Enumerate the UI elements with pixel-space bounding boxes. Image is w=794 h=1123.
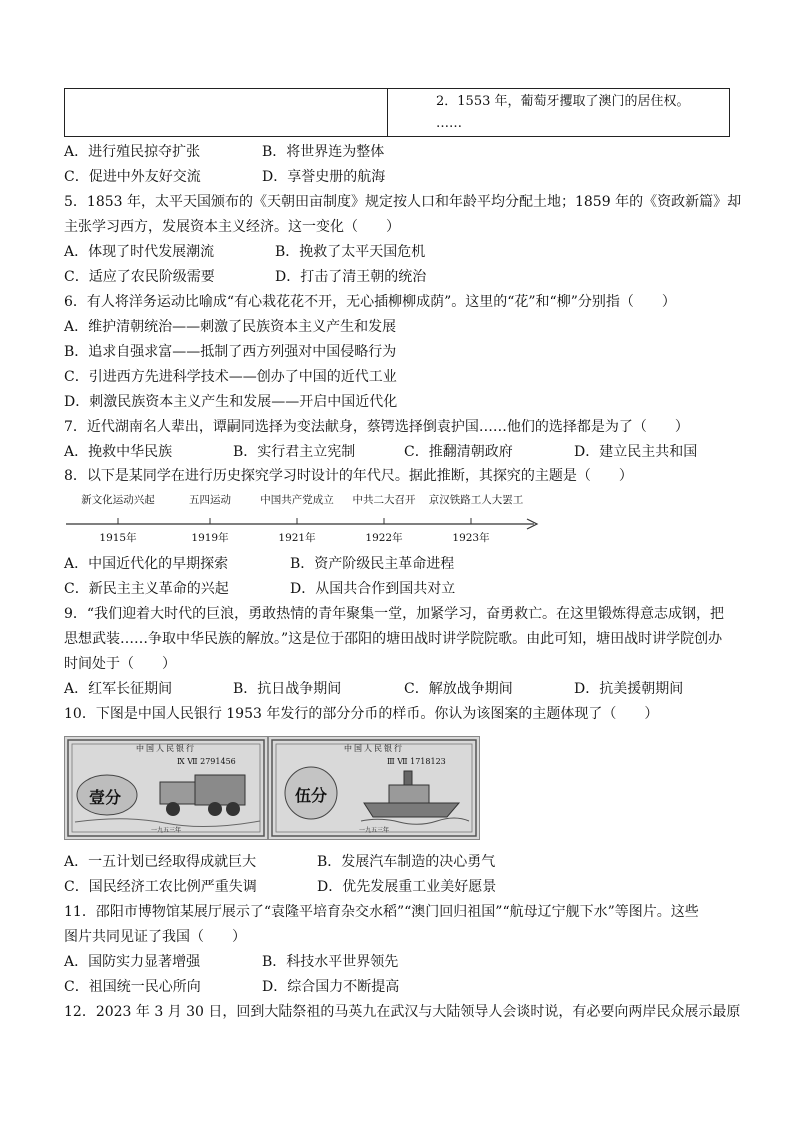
source-table bbox=[64, 88, 730, 137]
q10-option-a: A．一五计划已经取得成就巨大 bbox=[64, 854, 257, 870]
q9-stem-line: 思想武装……争取中华民族的解放。”这是位于邵阳的塘田战时讲学院院歌。由此可知，塘田战时讲学院创办 bbox=[64, 631, 723, 647]
q5-option-b: B．挽救了太平天国危机 bbox=[275, 244, 426, 260]
banknote-one-fen bbox=[64, 736, 268, 840]
table-cell-line: 2．1553 年，葡萄牙攫取了澳门的居住权。 bbox=[436, 94, 690, 109]
q8-option-b: B．资产阶级民主革命进程 bbox=[290, 556, 455, 572]
table-cell-left bbox=[65, 89, 388, 137]
timeline-year: 1919年 bbox=[191, 532, 229, 544]
q8-option-a: A．中国近代化的早期探索 bbox=[64, 556, 229, 572]
q11-stem-line: 11．邵阳市博物馆某展厅展示了“袁隆平培育杂交水稻”“澳门回归祖国”“航母辽宁舰下水”等图片。这些 bbox=[64, 904, 699, 920]
q12-stem-line: 12．2023 年 3 月 30 日，回到大陆祭祖的马英九在武汉与大陆领导人会谈时说，有必要向两岸民众展示最原 bbox=[64, 1004, 741, 1020]
q8-option-c: C．新民主主义革命的兴起 bbox=[64, 581, 229, 597]
banknote-serial: Ⅸ Ⅶ 2791456 bbox=[177, 757, 236, 766]
truck-cab-icon bbox=[160, 782, 196, 804]
table-cell-right bbox=[388, 89, 730, 137]
q9-option-d: D．抗美援朝期间 bbox=[574, 681, 684, 697]
q6-option-d: D．刺激民族资本主义产生和发展——开启中国近代化 bbox=[64, 394, 398, 410]
ship-hull-icon bbox=[364, 803, 459, 817]
banknote-value: 壹分 bbox=[89, 788, 122, 807]
banknote-five-fen bbox=[268, 736, 480, 840]
q7-option-a: A．挽救中华民族 bbox=[64, 444, 173, 460]
q10-option-b: B．发展汽车制造的决心勇气 bbox=[317, 854, 496, 870]
banknote-header: 中国人民银行 bbox=[136, 744, 196, 753]
q7-option-b: B．实行君主立宪制 bbox=[233, 444, 356, 460]
q10-option-c: C．国民经济工农比例严重失调 bbox=[64, 879, 257, 895]
q4-option-b: B．将世界连为整体 bbox=[262, 144, 385, 160]
q11-option-c: C．祖国统一民心所向 bbox=[64, 979, 201, 995]
q11-stem-line: 图片共同见证了我国（ ） bbox=[64, 929, 246, 945]
q5-stem-line: 5．1853 年，太平天国颁布的《天朝田亩制度》规定按人口和年龄平均分配土地；1859 年的《资政新篇》却 bbox=[64, 194, 742, 210]
timeline-event: 京汉铁路工人大罢工 bbox=[428, 494, 524, 506]
timeline-year: 1922年 bbox=[365, 532, 403, 544]
q6-stem-line: 6．有人将洋务运动比喻成“有心栽花花不开，无心插柳柳成荫”。这里的“花”和“柳”分别指（ ） bbox=[64, 294, 676, 310]
truck-bed-icon bbox=[195, 775, 245, 805]
year-timeline bbox=[64, 490, 554, 550]
q7-stem-line: 7．近代湖南名人辈出，谭嗣同选择为变法献身，蔡锷选择倒袁护国……他们的选择都是为了（ ） bbox=[64, 419, 689, 435]
q9-option-a: A．红军长征期间 bbox=[64, 681, 173, 697]
timeline-year: 1921年 bbox=[278, 532, 316, 544]
q6-option-b: B．追求自强求富——抵制了西方列强对中国侵略行为 bbox=[64, 344, 397, 360]
banknote-serial: Ⅲ Ⅶ 1718123 bbox=[387, 757, 446, 766]
banknote-value: 伍分 bbox=[295, 786, 328, 805]
q4-option-a: A．进行殖民掠夺扩张 bbox=[64, 144, 201, 160]
q5-option-d: D．打击了清王朝的统治 bbox=[275, 269, 427, 285]
q5-stem-line: 主张学习西方，发展资本主义经济。这一变化（ ） bbox=[64, 219, 400, 235]
timeline-event: 新文化运动兴起 bbox=[81, 494, 155, 506]
q9-stem-line: 时间处于（ ） bbox=[64, 656, 176, 672]
timeline-event: 五四运动 bbox=[189, 494, 231, 506]
q5-option-c: C．适应了农民阶级需要 bbox=[64, 269, 215, 285]
table-row bbox=[65, 89, 730, 137]
table-cell-line: …… bbox=[436, 116, 462, 131]
q6-option-c: C．引进西方先进科学技术——创办了中国的近代工业 bbox=[64, 369, 397, 385]
q7-option-c: C．推翻清朝政府 bbox=[404, 444, 513, 460]
q8-option-d: D．从国共合作到国共对立 bbox=[290, 581, 456, 597]
timeline-year: 1915年 bbox=[99, 532, 137, 544]
banknote-header: 中国人民银行 bbox=[344, 744, 404, 753]
ship-cabin-icon bbox=[389, 785, 429, 803]
q9-stem-line: 9．“我们迎着大时代的巨浪，勇敢热情的青年聚集一堂，加紧学习，奋勇救亡。在这里锻炼得意志成钢，把 bbox=[64, 606, 725, 622]
q5-option-a: A．体现了时代发展潮流 bbox=[64, 244, 215, 260]
q9-option-c: C．解放战争期间 bbox=[404, 681, 513, 697]
q6-option-a: A．维护清朝统治——刺激了民族资本主义产生和发展 bbox=[64, 319, 397, 335]
timeline-event: 中共二大召开 bbox=[352, 494, 416, 506]
q10-option-d: D．优先发展重工业美好愿景 bbox=[317, 879, 497, 895]
banknote-year: 一九五三年 bbox=[358, 827, 389, 834]
q7-option-d: D．建立民主共和国 bbox=[574, 444, 698, 460]
q9-option-b: B．抗日战争期间 bbox=[233, 681, 342, 697]
timeline-year: 1923年 bbox=[452, 532, 490, 544]
q4-option-c: C．促进中外友好交流 bbox=[64, 169, 201, 185]
q4-option-d: D．享誉史册的航海 bbox=[262, 169, 386, 185]
q11-option-a: A．国防实力显著增强 bbox=[64, 954, 201, 970]
timeline-event: 中国共产党成立 bbox=[260, 494, 334, 506]
q8-stem-line: 8．以下是某同学在进行历史探究学习时设计的年代尺。据此推断，其探究的主题是（ ） bbox=[64, 468, 633, 484]
q10-stem-line: 10．下图是中国人民银行 1953 年发行的部分分币的样币。你认为该图案的主题体现了（ ） bbox=[64, 706, 659, 722]
banknote-year: 一九五三年 bbox=[150, 827, 181, 834]
q11-option-d: D．综合国力不断提高 bbox=[262, 979, 400, 995]
q11-option-b: B．科技水平世界领先 bbox=[262, 954, 399, 970]
